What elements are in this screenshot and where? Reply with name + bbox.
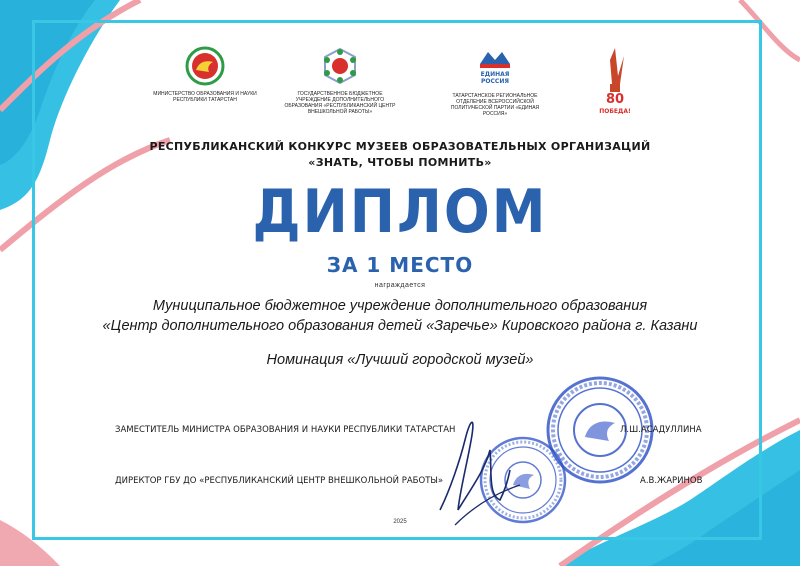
united-russia-logo-icon <box>476 46 514 88</box>
diploma-place: ЗА 1 МЕСТО <box>326 253 474 277</box>
nomination: Номинация «Лучший городской музей» <box>266 352 534 368</box>
center-emblem-icon <box>320 46 360 86</box>
organization-line-1: Муниципальное бюджетное учреждение дополнительного образования <box>152 298 648 314</box>
awarded-label: награждается <box>374 282 426 289</box>
logo-united-russia <box>440 46 550 117</box>
logo-caption: ТАТАРСТАНСКОЕ РЕГИОНАЛЬНОЕ ОТДЕЛЕНИЕ ВСЕРОССИЙСКОЙ ПОЛИТИЧЕСКОЙ ПАРТИИ «ЕДИНАЯ РОССИЯ» <box>450 93 540 117</box>
year: 2025 <box>393 519 407 525</box>
director-name: А.В.ЖАРИНОВ <box>640 476 703 486</box>
victory-80-logo-icon <box>598 46 632 116</box>
organization-line-2: «Центр дополнительного образования детей «Заречье» Кировского района г. Казани <box>102 318 698 334</box>
svg-text:РОССИЯ: РОССИЯ <box>481 78 509 85</box>
deputy-minister-name: Л.Ш.АСАДУЛЛИНА <box>620 425 702 435</box>
contest-title: РЕСПУБЛИКАНСКИЙ КОНКУРС МУЗЕЕВ ОБРАЗОВАТЕЛЬНЫХ ОРГАНИЗАЦИЙ <box>149 140 651 153</box>
deputy-minister-title: ЗАМЕСТИТЕЛЬ МИНИСТРА ОБРАЗОВАНИЯ И НАУКИ РЕСПУБЛИКИ ТАТАРСТАН <box>115 425 456 435</box>
logo-victory-80 <box>590 46 640 121</box>
diploma-title: ДИПЛОМ <box>252 176 548 247</box>
svg-text:ПОБЕДА!: ПОБЕДА! <box>599 108 631 115</box>
logo-ministry <box>150 46 260 103</box>
signature-mark <box>430 400 550 530</box>
svg-text:ЕДИНАЯ: ЕДИНАЯ <box>480 71 510 78</box>
svg-text:80: 80 <box>605 92 625 107</box>
director-title: ДИРЕКТОР ГБУ ДО «РЕСПУБЛИКАНСКИЙ ЦЕНТР ВНЕШКОЛЬНОЙ РАБОТЫ» <box>115 476 444 486</box>
logo-center <box>280 46 400 115</box>
logo-caption: МИНИСТЕРСТВО ОБРАЗОВАНИЯ И НАУКИ РЕСПУБЛИКИ ТАТАРСТАН <box>153 91 257 103</box>
tatarstan-emblem-icon <box>185 46 225 86</box>
logo-caption: ГОСУДАРСТВЕННОЕ БЮДЖЕТНОЕ УЧРЕЖДЕНИЕ ДОПОЛНИТЕЛЬНОГО ОБРАЗОВАНИЯ «РЕСПУБЛИКАНСКИЙ ЦЕНТР ВНЕШКОЛЬНОЙ РАБОТЫ» <box>284 91 396 115</box>
contest-motto: «ЗНАТЬ, ЧТОБЫ ПОМНИТЬ» <box>308 156 492 169</box>
logos-row <box>150 46 650 120</box>
